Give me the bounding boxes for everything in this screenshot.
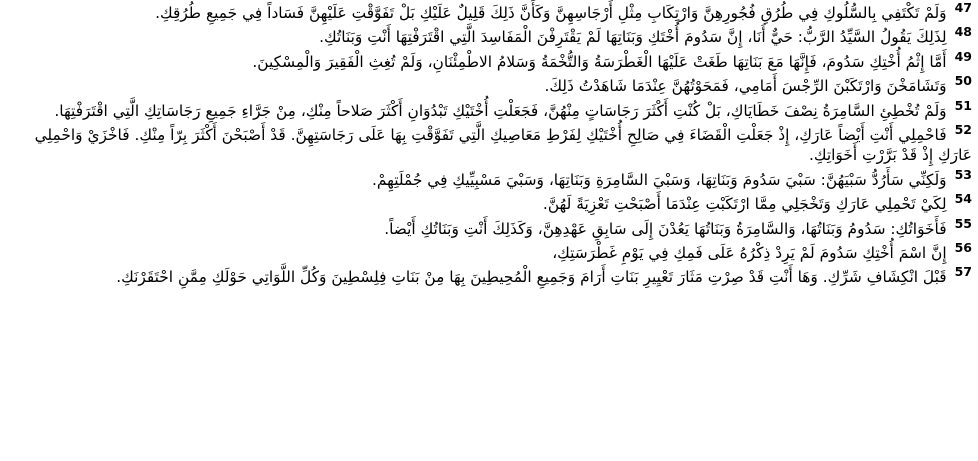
verse-number: 48 [954, 24, 972, 40]
verse-text: أَمَّا إِثْمُ أُخْتِكِ سَدُومَ، فَإِنَّهَا مَعَ بَنَاتِهَا طَغَتْ عَلَيْهَا الْغَطْرَسَةُ وَالتُّخْمَةُ وَسَلامُ الاطْمِئْنَانِ، وَلَمْ تُغِثِ الْفَقِيرَ وَالْمِسْكِينَ. [252, 52, 947, 71]
verse-number: 56 [954, 239, 972, 255]
verse-text: لِكَيْ تَحْمِلِي عَارَكِ وَتَخْجَلِي مِمَّا ارْتَكَبْتِ عِنْدَمَا أَصْبَحْتِ تَعْزِيَةً لَهُنَّ. [542, 195, 947, 214]
verse-51 [6, 97, 972, 121]
verse-50 [6, 73, 972, 96]
verse-number: 50 [954, 73, 972, 89]
verse-number: 49 [954, 48, 972, 64]
verse-number: 55 [954, 215, 972, 231]
verse-52 [6, 121, 972, 166]
verse-number: 53 [954, 166, 972, 182]
verse-text: وَتَشَامَخْنَ وَارْتَكَبْنَ الرِّجْسَ أَمَامِي، فَمَحَوْتُهُنَّ عِنْدَمَا شَاهَدْتُ ذَلِكَ. [544, 77, 947, 96]
verse-text: وَلَمْ تُخْطِئِ السَّامِرَةُ نِصْفَ خَطَايَاكِ، بَلْ كُنْتِ أَكْثَرَ رَجَاسَاتٍ مِنْهُنَّ، فَجَعَلْتِ أُخْتَيْكِ تَبْدُوَانِ أَكْثَرَ صَلاحاً مِنْكِ، مِنْ جَرَّاءِ جَمِيعِ رَجَاسَاتِكِ الَّتِي اقْتَرَفْتِهَا. [54, 101, 947, 120]
verse-text: لِذَلِكَ يَقُولُ السَّيِّدُ الرَّبُّ: حَيٌّ أَنَا، إِنَّ سَدُومَ أُخْتَكِ وَبَنَاتِهَا لَمْ يَقْتَرِفْنَ الْمَفَاسِدَ الَّتِي اقْتَرَفْتِهَا أَنْتِ وَبَنَاتُكِ. [319, 28, 947, 47]
verse-54 [6, 191, 972, 214]
verse-text: فَاحْمِلِي أَنْتِ أَيْضاً عَارَكِ، إِذْ جَعَلْتِ الْقَضَاءَ فِي صَالِحِ أُخْتَيْكِ لِفَرْطِ مَعَاصِيكِ الَّتِي تَفَوَّقْتِ بِهَا عَلَى رَجَاسَتِهِنَّ. قَدْ أَصْبَحْنَ أَكْثَرَ بِرّاً مِنْكِ. فَاخْزَيْ وَاحْمِلِي عَارَكِ إِذْ قَدْ بَرَّرْتِ أَخَوَاتِكِ. [34, 126, 972, 165]
verse-49 [6, 48, 972, 72]
verse-number: 54 [954, 191, 972, 207]
verse-text: وَلَمْ تَكْتَفِي بِالسُّلُوكِ فِي طُرُقِ فُجُورِهِنَّ وَارْتِكَابِ مِثْلِ أَرْجَاسِهِنَّ وَكَأَنَّ ذَلِكَ قَلِيلٌ عَلَيْكِ بَلْ تَفَوَّقْتِ عَلَيْهِنَّ فَسَاداً فِي جَمِيعِ طُرُقِكِ. [155, 4, 947, 22]
verse-text: فَأَخَوَاتُكِ: سَدُومُ وَبَنَاتُهَا، وَالسَّامِرَةُ وَبَنَاتُهَا يَعُدْنَ إِلَى سَابِقِ عَهْدِهِنَّ، وَكَذَلِكَ أَنْتِ وَبَنَاتُكِ أَيْضاً. [384, 219, 947, 238]
verse-53 [6, 166, 972, 190]
verse-55 [6, 215, 972, 239]
verse-text: وَلَكِنِّي سَأَرُدُّ سَبْيَهُنَّ: سَبْيَ سَدُومَ وَبَنَاتِهَا، وَسَبْيَ السَّامِرَةِ وَبَنَاتِهَا، وَسَبْيَ مَسْبِيِّيكِ فِي جُمْلَتِهِمْ. [372, 170, 947, 189]
verse-48 [6, 24, 972, 47]
verse-number: 47 [954, 0, 972, 15]
verse-56 [6, 239, 972, 263]
verse-47 [6, 0, 972, 23]
verse-number: 51 [954, 97, 972, 113]
verse-text: إِنَّ اسْمَ أُخْتِكِ سَدُومَ لَمْ يَرِدْ ذِكْرُهُ عَلَى فَمِكِ فِي يَوْمِ غَطْرَسَتِكِ، [552, 244, 947, 263]
verse-number: 52 [954, 121, 972, 137]
verse-57 [6, 264, 972, 287]
verse-text: قَبْلَ انْكِشَافِ شَرِّكِ. وَهَا أَنْتِ قَدْ صِرْتِ مَثَارَ تَعْيِيرِ بَنَاتِ أَرَامَ وَجَمِيعِ الْمُحِيطِينَ بِهَا مِنْ بَنَاتِ فِلِسْطِينَ وَكُلِّ اللَّوَاتِي حَوْلَكِ مِمَّنِ احْتَقَرْنَكِ. [116, 268, 947, 287]
verse-number: 57 [954, 264, 972, 280]
